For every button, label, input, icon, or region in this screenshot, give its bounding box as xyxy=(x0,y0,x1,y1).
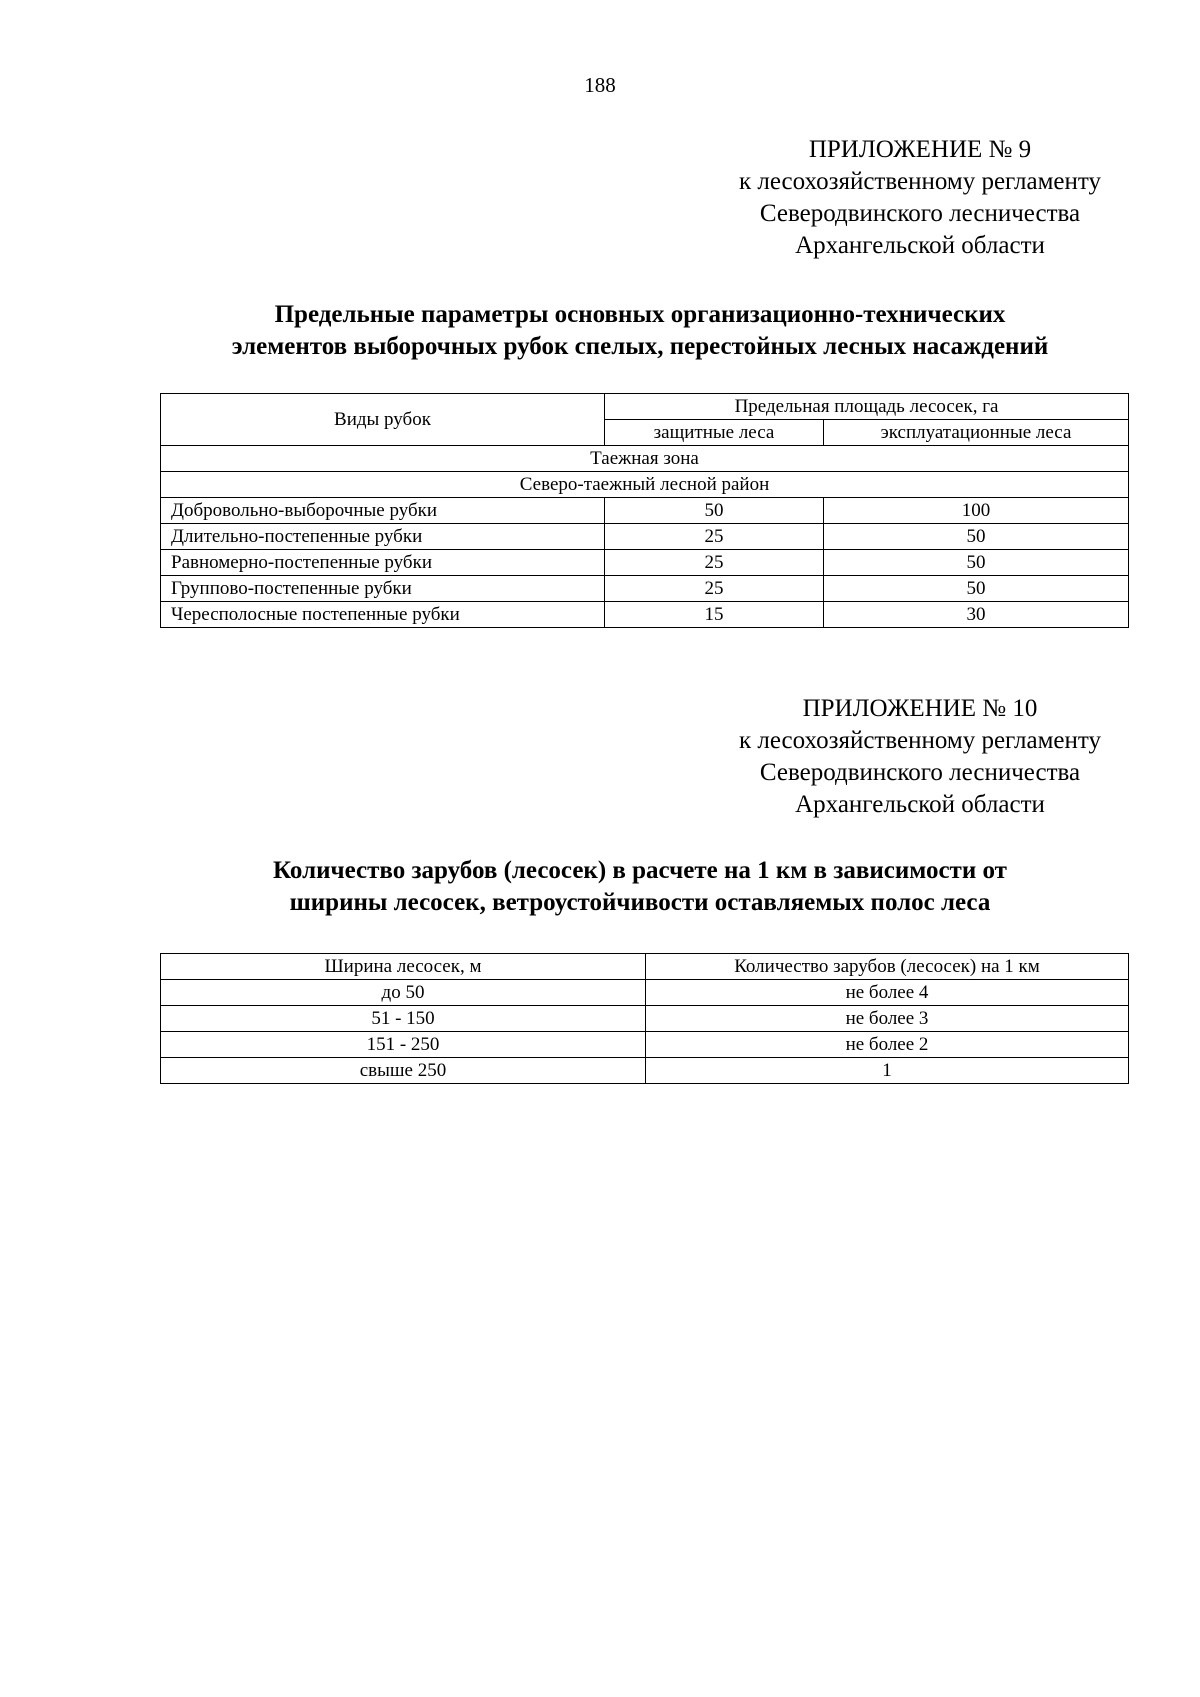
width-cell: 151 - 250 xyxy=(161,1032,646,1058)
count-cell: 1 xyxy=(646,1058,1129,1084)
column-header-count: Количество зарубов (лесосек) на 1 км xyxy=(646,954,1129,980)
protective-value-cell: 25 xyxy=(605,550,824,576)
table-row xyxy=(161,980,1129,1006)
column-header-exploitation: эксплуатационные леса xyxy=(824,420,1129,446)
page-number: 188 xyxy=(584,73,616,97)
width-cell: свыше 250 xyxy=(161,1058,646,1084)
column-header-width: Ширина лесосек, м xyxy=(161,954,646,980)
appendix-9-line-1: к лесохозяйственному регламенту xyxy=(738,168,1102,195)
cutting-type-cell: Группово-постепенные рубки xyxy=(161,576,605,602)
exploitation-value-cell: 50 xyxy=(824,576,1129,602)
table-row xyxy=(161,446,1129,472)
width-cell: 51 - 150 xyxy=(161,1006,646,1032)
count-cell: не более 3 xyxy=(646,1006,1129,1032)
cutting-type-cell: Равномерно-постепенные рубки xyxy=(161,550,605,576)
appendix-9-line-3: Архангельской области xyxy=(795,232,1045,259)
exploitation-value-cell: 50 xyxy=(824,550,1129,576)
protective-value-cell: 25 xyxy=(605,524,824,550)
count-cell: не более 2 xyxy=(646,1032,1129,1058)
region-label: Северо-таежный лесной район xyxy=(161,472,1129,498)
protective-value-cell: 15 xyxy=(605,602,824,628)
appendix-9-title: ПРИЛОЖЕНИЕ № 9 xyxy=(808,136,1032,163)
protective-value-cell: 50 xyxy=(605,498,824,524)
width-cell: до 50 xyxy=(161,980,646,1006)
cuts-per-km-table xyxy=(160,953,1129,1084)
table-row xyxy=(161,550,1129,576)
count-cell: не более 4 xyxy=(646,980,1129,1006)
table-2-heading xyxy=(150,855,1130,919)
table-row xyxy=(161,524,1129,550)
table-row xyxy=(161,1032,1129,1058)
cutting-type-cell: Чересполосные постепенные рубки xyxy=(161,602,605,628)
protective-value-cell: 25 xyxy=(605,576,824,602)
appendix-10-line-1: к лесохозяйственному регламенту xyxy=(738,727,1102,754)
table-1-heading-line-1: Предельные параметры основных организационно-технических xyxy=(274,301,1006,328)
appendix-10-line-3: Архангельской области xyxy=(795,791,1045,818)
appendix-9-header xyxy=(660,134,1180,262)
table-row xyxy=(161,576,1129,602)
cutting-parameters-table xyxy=(160,393,1129,628)
table-row xyxy=(161,1006,1129,1032)
table-row xyxy=(161,1058,1129,1084)
exploitation-value-cell: 50 xyxy=(824,524,1129,550)
appendix-9-line-2: Северодвинского лесничества xyxy=(759,200,1081,227)
table-1-heading-line-2: элементов выборочных рубок спелых, перестойных лесных насаждений xyxy=(231,333,1049,360)
table-row xyxy=(161,472,1129,498)
cutting-type-cell: Добровольно-выборочные рубки xyxy=(161,498,605,524)
appendix-10-header xyxy=(660,693,1180,821)
table-2-heading-line-1: Количество зарубов (лесосек) в расчете на 1 км в зависимости от xyxy=(273,857,1007,884)
exploitation-value-cell: 100 xyxy=(824,498,1129,524)
cutting-type-cell: Длительно-постепенные рубки xyxy=(161,524,605,550)
column-header-protective: защитные леса xyxy=(605,420,824,446)
table-row xyxy=(161,602,1129,628)
appendix-10-line-2: Северодвинского лесничества xyxy=(759,759,1081,786)
appendix-10-title: ПРИЛОЖЕНИЕ № 10 xyxy=(802,695,1038,722)
exploitation-value-cell: 30 xyxy=(824,602,1129,628)
table-2-heading-line-2: ширины лесосек, ветроустойчивости оставляемых полос леса xyxy=(289,889,991,916)
table-row xyxy=(161,954,1129,980)
table-1-heading xyxy=(150,299,1130,363)
column-header-max-area: Предельная площадь лесосек, га xyxy=(605,394,1129,420)
column-header-cutting-types: Виды рубок xyxy=(161,394,605,446)
zone-label: Таежная зона xyxy=(161,446,1129,472)
table-row xyxy=(161,394,1129,420)
table-row xyxy=(161,498,1129,524)
